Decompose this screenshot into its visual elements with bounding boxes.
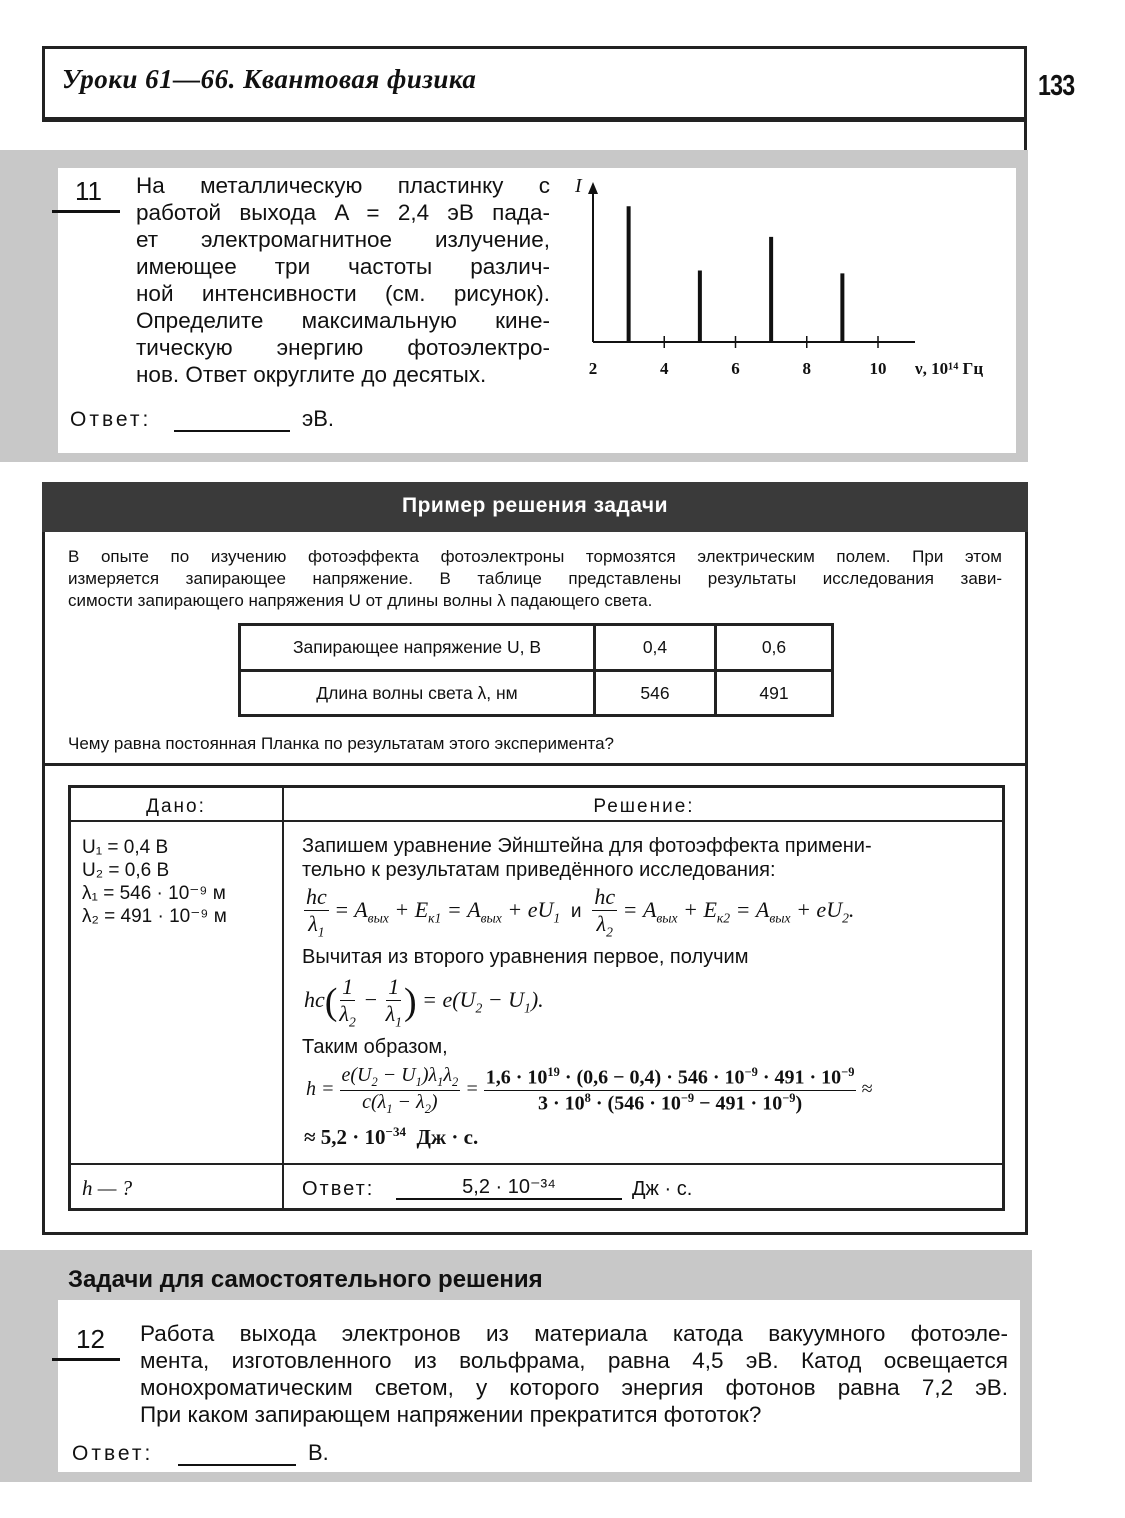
answer-field[interactable] xyxy=(178,1464,296,1466)
solution-line: Таким образом, xyxy=(302,1036,448,1058)
example-intro xyxy=(68,546,1002,612)
task-line: ет электромагнитное излучение, xyxy=(136,227,550,252)
solution-footer-rule xyxy=(70,1163,1004,1165)
task-11-text xyxy=(136,172,550,388)
task-line: Работа выхода электронов из материала катода вакуумного фотоэле- xyxy=(140,1321,1008,1346)
intro-line: симости запирающего напряжения U от длины волны λ падающего света. xyxy=(68,591,653,610)
tick-label: 6 xyxy=(731,359,740,378)
task-line: монохроматическим светом, у которого энергия фотонов равна 7,2 эВ. xyxy=(140,1375,1008,1400)
task-line: ной интенсивности (см. рисунок). xyxy=(136,281,550,306)
einstein-equations: $\frac{hc}{\lambda_1}$ = $A_{вых} + E_{к1} = A_{вых} + eU_1$ и $\frac{hc}{\lambda_2}$ = $A_{вых} + E_{к2} = A_{вых} + eU_2$. xyxy=(306,884,855,940)
table-cell: Запирающее напряжение U, В xyxy=(240,625,595,671)
find-value: h — ? xyxy=(82,1176,133,1200)
planck-result: ≈ $5,2 \cdot 10^{-34}$ Дж · с. xyxy=(304,1124,479,1149)
y-axis-arrow-icon xyxy=(588,182,598,194)
page-title: Уроки 61—66. Квантовая физика xyxy=(62,64,477,94)
answer-field[interactable] xyxy=(174,430,290,432)
page-number: 133 xyxy=(1038,70,1075,102)
table-cell: Длина волны света λ, нм xyxy=(240,671,595,716)
experiment-table xyxy=(238,623,834,717)
example-divider xyxy=(42,763,1028,766)
example-question: Чему равна постоянная Планка по результатам этого эксперимента? xyxy=(68,734,614,753)
answer-label: Ответ: xyxy=(70,408,152,431)
given-item: λ₂ = 491 · 10⁻⁹ м xyxy=(82,906,227,927)
task-number: 11 xyxy=(75,176,102,206)
answer-unit: В. xyxy=(308,1440,329,1465)
task-line: мента, изготовленного из вольфрама, равна 4,5 эВ. Катод освещается xyxy=(140,1348,1008,1373)
table-row xyxy=(240,671,833,716)
section-title: Задачи для самостоятельного решения xyxy=(68,1266,543,1293)
answer-label: Ответ: xyxy=(72,1442,154,1465)
planck-formula: h = $\frac{e(U_2 - U_1)\lambda_1\lambda_2}{c(\lambda_1 - \lambda_2)}$ = $\frac{1,6 \cdot 10^{19} \cdot (0,6 - 0,4) \cdot 546 \cdot 10^{-9} \cdot 491 \cdot 10^{-9}}{3 \cdot 10^8 \cdot (546 \cdot 10^{-9} - 491 \cdot 10^{-9})}$ ≈ xyxy=(306,1064,873,1116)
intro-line: измеряется запирающее напряжение. В таблице представлены результаты исследования зави- xyxy=(68,569,1002,588)
solution-line: Вычитая из второго уравнения первое, получим xyxy=(302,946,749,968)
fraction: $\frac{hc}{\lambda_2}$ xyxy=(594,884,616,940)
tick-label: 8 xyxy=(802,359,811,378)
task-number-rule xyxy=(52,210,120,213)
fraction: $\frac{hc}{\lambda_1}$ xyxy=(306,884,327,940)
given-header: Дано: xyxy=(146,796,206,817)
task-line: работой выхода A = 2,4 эВ пада- xyxy=(136,200,550,225)
task-line: При каком запирающем напряжении прекратится фототок? xyxy=(140,1402,762,1427)
solution-line: тельно к результатам приведённого исследования: xyxy=(302,859,776,881)
difference-equation: hc( $\frac{1}{\lambda_2}$ − $\frac{1}{\lambda_1}$ ) = $e(U_2 - U_1)$. xyxy=(304,974,544,1030)
given-item: U₂ = 0,6 В xyxy=(82,860,170,881)
answer-value: 5,2 · 10⁻³⁴ xyxy=(462,1176,556,1198)
solution-column-rule xyxy=(282,787,284,1209)
task-12-text xyxy=(140,1320,1008,1428)
table-cell: 546 xyxy=(595,671,716,716)
given-values xyxy=(82,836,227,928)
table-cell: 0,6 xyxy=(716,625,833,671)
answer-field xyxy=(396,1198,622,1200)
tick-label: 2 xyxy=(588,359,598,378)
task-number: 12 xyxy=(76,1324,105,1354)
given-item: U₁ = 0,4 В xyxy=(82,837,169,858)
y-axis-label: I xyxy=(575,175,582,197)
task-line: На металлическую пластинку с xyxy=(136,173,550,198)
intro-line: В опыте по изучению фотоэффекта фотоэлектроны тормозятся электрическим полем. При этом xyxy=(68,547,1002,566)
solution-text xyxy=(302,834,872,882)
tick-label: 4 xyxy=(660,359,669,378)
chart-bars xyxy=(629,206,843,342)
header-rule xyxy=(42,118,1027,122)
task-line: тическую энергию фотоэлектро- xyxy=(136,335,550,360)
table-cell: 491 xyxy=(716,671,833,716)
solution-line: Запишем уравнение Эйнштейна для фотоэффекта примени- xyxy=(302,835,872,857)
task-line: имеющее три частоты различ- xyxy=(136,254,550,279)
tick-label: 10 xyxy=(869,359,887,378)
answer-unit: эВ. xyxy=(302,406,335,431)
header-vertical-rule xyxy=(1024,46,1027,158)
x-axis-label: ν, 10¹⁴ Гц xyxy=(915,359,984,378)
answer-unit: Дж · с. xyxy=(632,1178,693,1200)
task-line: нов. Ответ округлите до десятых. xyxy=(136,362,487,387)
task-line: Определите максимальную кине- xyxy=(136,308,550,333)
table-cell: 0,4 xyxy=(595,625,716,671)
task-number-rule xyxy=(52,1358,120,1361)
example-title: Пример решения задачи xyxy=(401,494,668,517)
chart-axes xyxy=(574,175,983,378)
answer-label: Ответ: xyxy=(302,1178,375,1200)
solution-header-rule xyxy=(70,820,1004,822)
given-item: λ₁ = 546 · 10⁻⁹ м xyxy=(82,883,226,904)
table-row xyxy=(240,625,833,671)
intensity-chart xyxy=(560,170,1020,390)
solution-header: Решение: xyxy=(593,796,695,817)
